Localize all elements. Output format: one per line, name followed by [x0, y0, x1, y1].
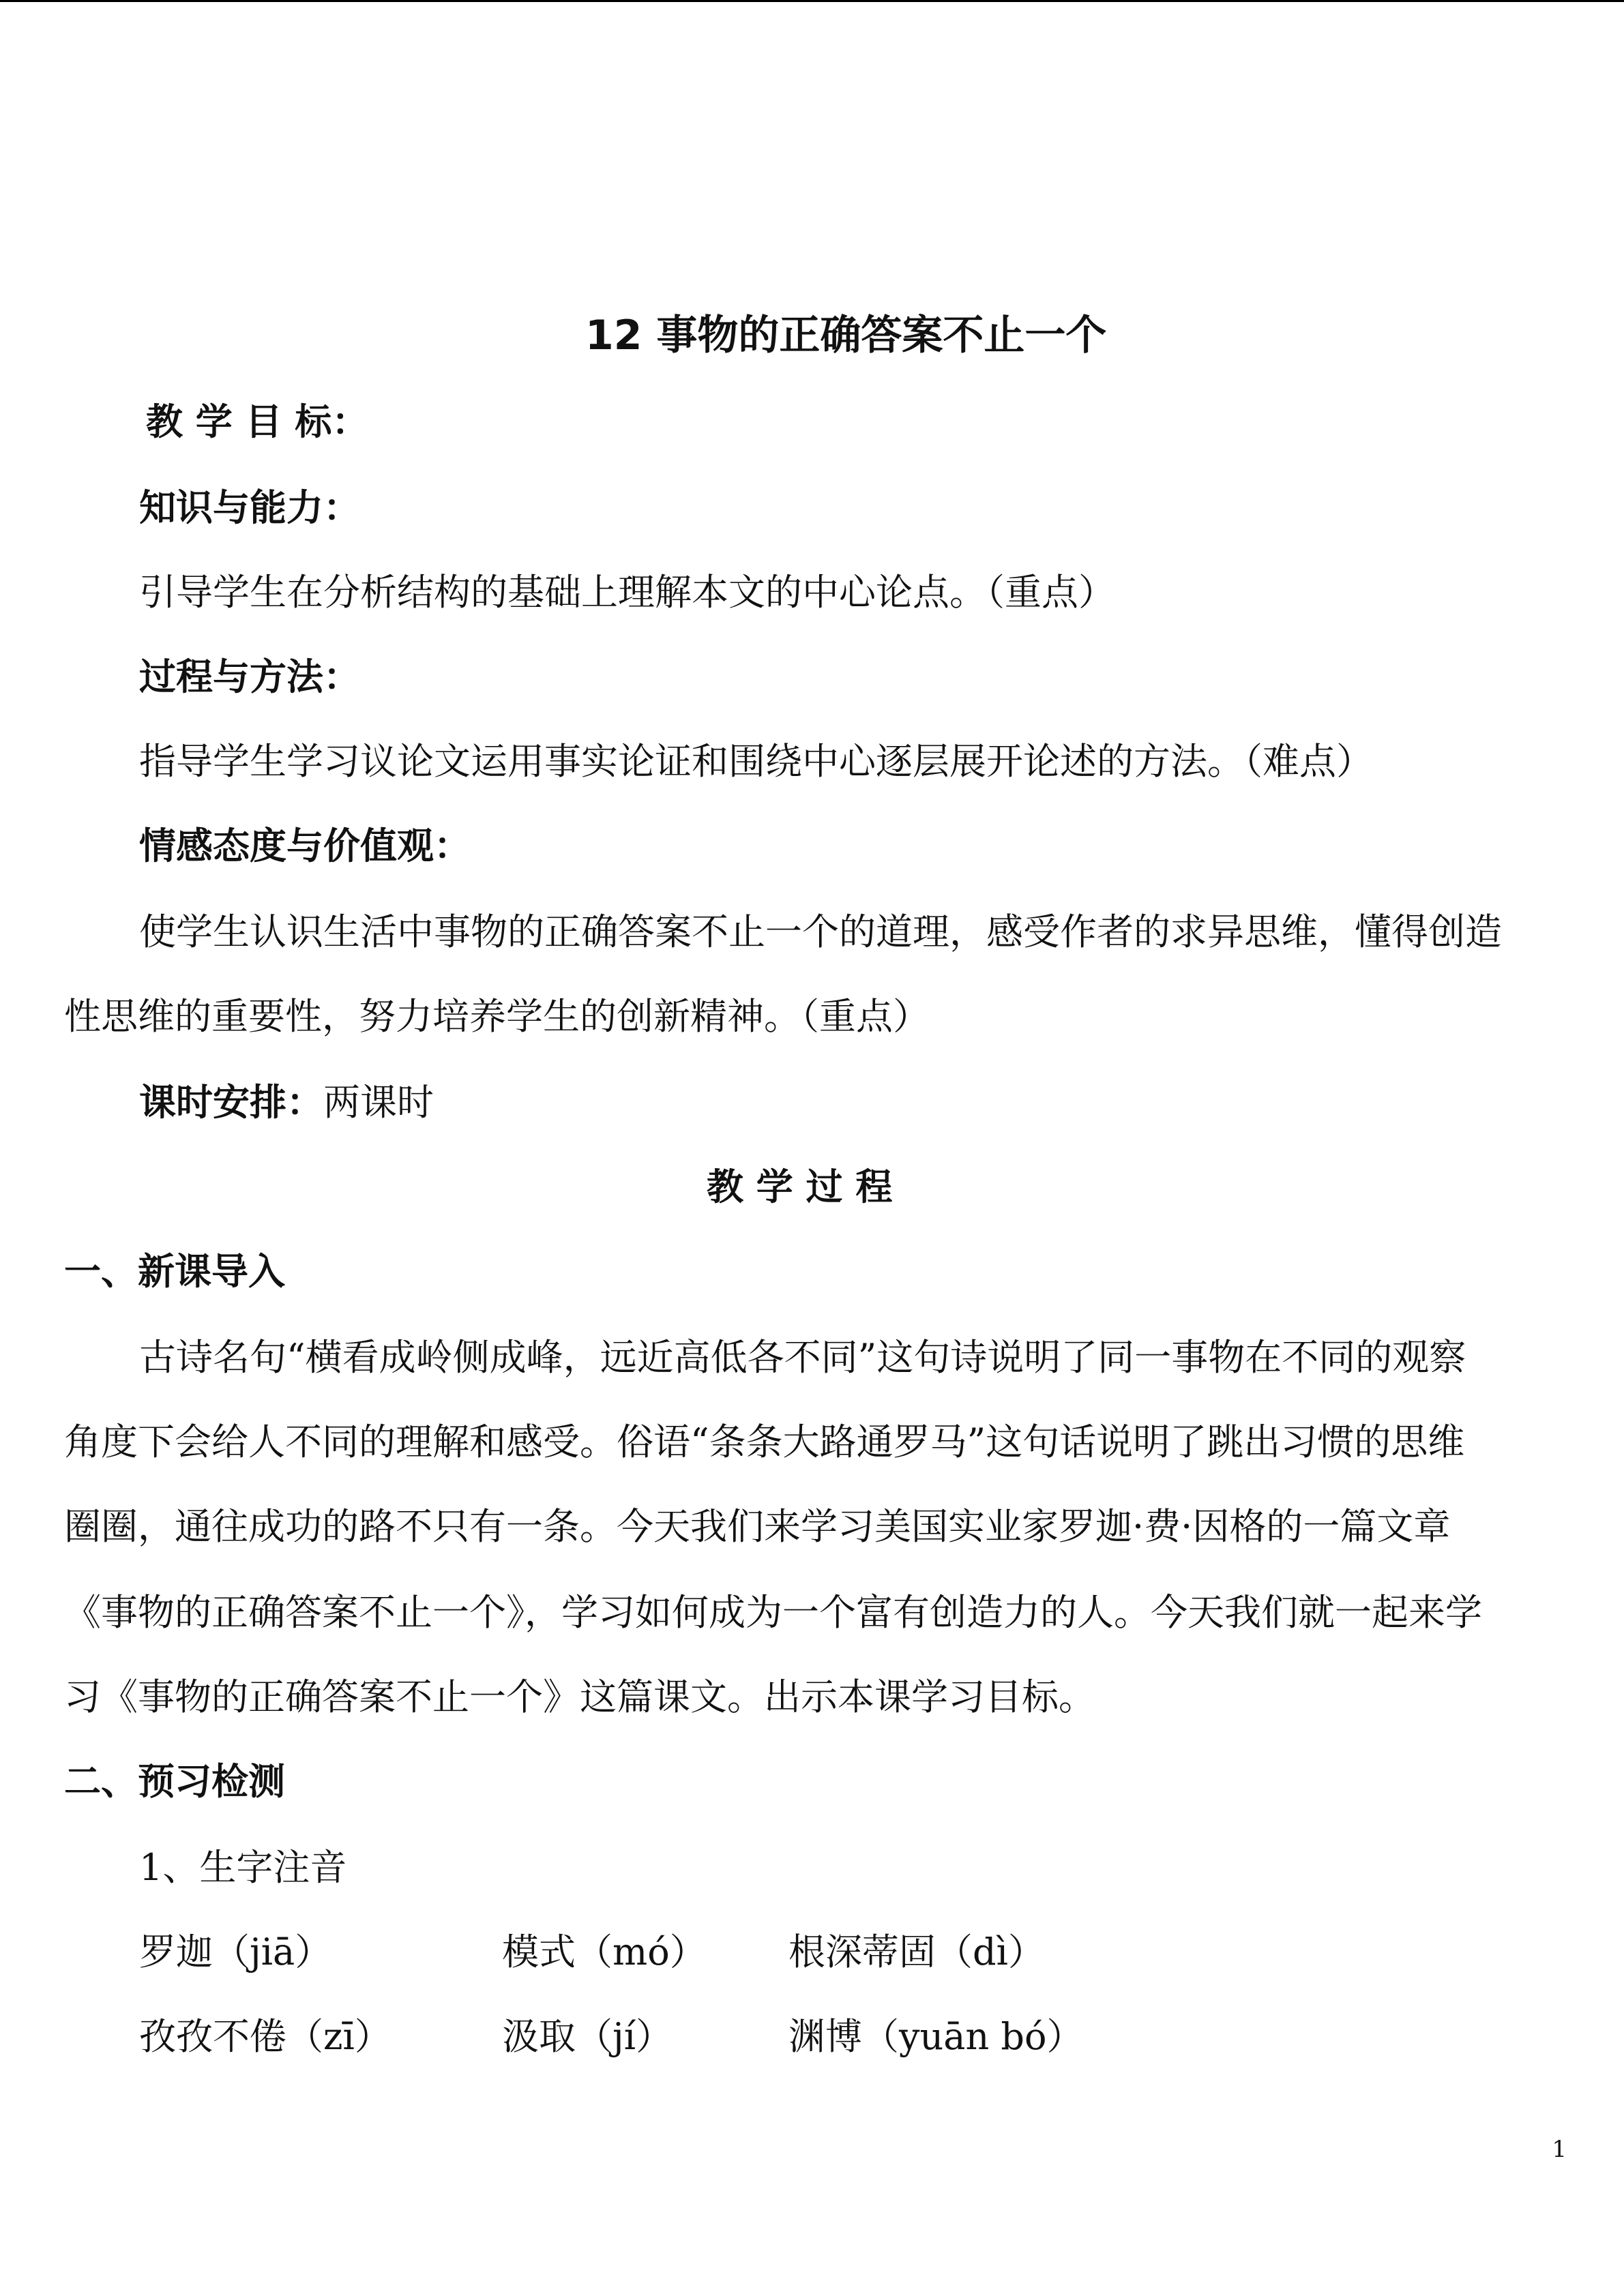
- section-1-paragraph-line: 古诗名句“横看成岭侧成峰，远近高低各不同”这句诗说明了同一事物在不同的观察: [139, 1336, 1466, 1379]
- section-1-paragraph-line: 习《事物的正确答案不止一个》这篇课文。出示本课学习目标。: [64, 1675, 1095, 1718]
- section-1-paragraph-line: 圈圈，通往成功的路不只有一条。今天我们来学习美国实业家罗迦·费·因格的一篇文章: [64, 1505, 1451, 1548]
- emotion-text-line-1: 使学生认识生活中事物的正确答案不止一个的道理，感受作者的求异思维，懂得创造: [139, 910, 1502, 953]
- objectives-heading: 教 学 目 标：: [146, 400, 369, 443]
- page-number: 1: [1552, 2136, 1567, 2163]
- process-text: 指导学生学习议论文运用事实论证和围绕中心逐层展开论述的方法。（难点）: [139, 740, 1373, 783]
- emotion-heading: 情感态度与价值观：: [139, 824, 471, 867]
- schedule-line: [139, 1082, 434, 1124]
- vocab-entry: 模式（mó）: [502, 1930, 707, 1973]
- emotion-text-line-2: 性思维的重要性，努力培养学生的创新精神。（重点）: [64, 995, 930, 1038]
- process-heading: 过程与方法：: [139, 655, 360, 698]
- section-2-heading: 二、预习检测: [64, 1760, 285, 1803]
- section-1-paragraph-line: 角度下会给人不同的理解和感受。俗语“条条大路通罗马”这句话说明了跳出习惯的思维: [64, 1420, 1465, 1463]
- process-title: 教 学 过 程: [707, 1165, 893, 1208]
- section-1-paragraph-line: 《事物的正确答案不止一个》，学习如何成为一个富有创造力的人。今天我们就一起来学: [64, 1591, 1482, 1634]
- lesson-title: 12 事物的正确答案不止一个: [585, 312, 1107, 359]
- vocab-entry: 根深蒂固（dì）: [788, 1930, 1045, 1973]
- knowledge-heading: 知识与能力：: [139, 486, 360, 529]
- knowledge-text: 引导学生在分析结构的基础上理解本文的中心论点。（重点）: [139, 571, 1115, 614]
- vocab-entry: 渊博（yuān bó）: [788, 2015, 1084, 2058]
- item-1-label: 1、生字注音: [139, 1846, 347, 1889]
- vocab-entry: 汲取（jí）: [502, 2015, 673, 2058]
- vocab-entry: 孜孜不倦（zī）: [139, 2015, 392, 2058]
- schedule-value: 两课时: [323, 1081, 434, 1124]
- schedule-label: 课时安排：: [139, 1081, 323, 1124]
- vocab-entry: 罗迦（jiā）: [139, 1930, 332, 1973]
- section-1-heading: 一、新课导入: [64, 1250, 285, 1293]
